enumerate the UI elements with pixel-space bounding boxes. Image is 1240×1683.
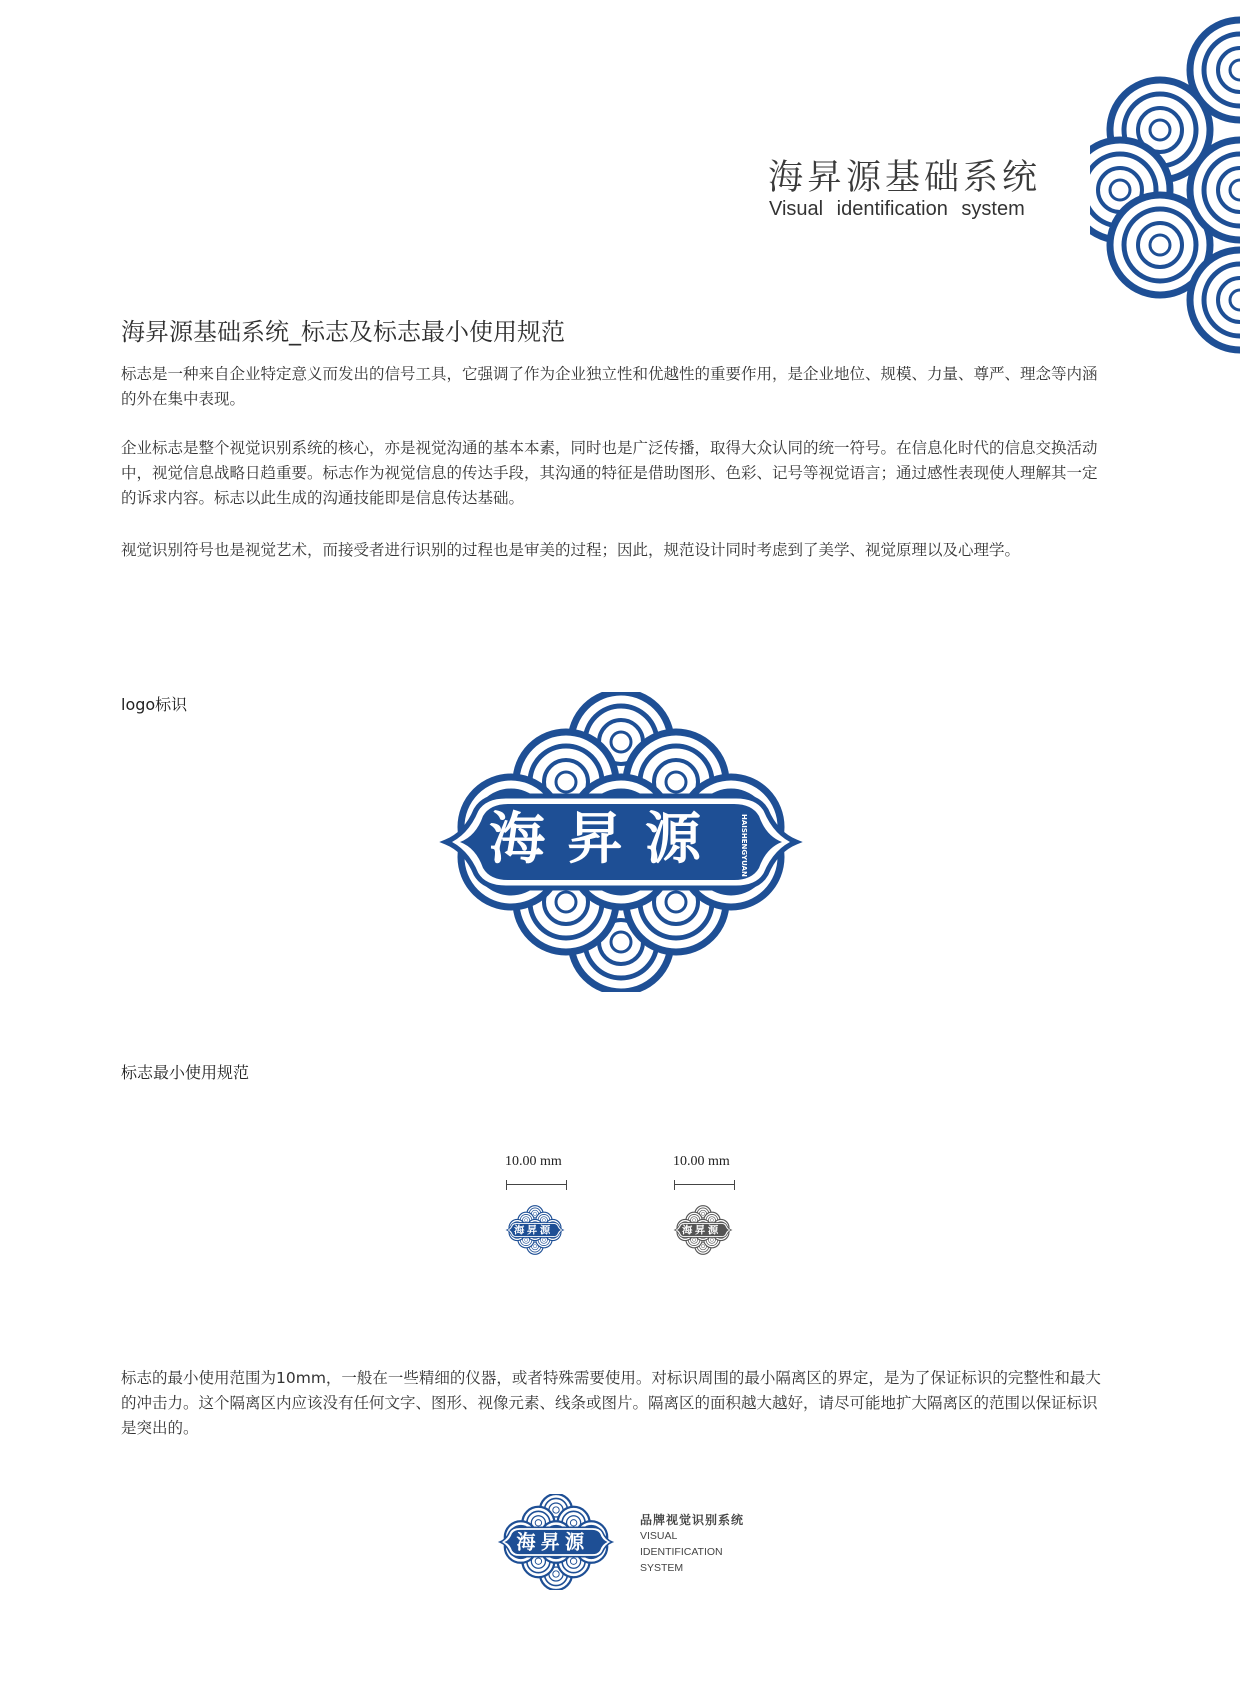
footer-logo — [496, 1494, 616, 1590]
header-title-en: Visual identification system — [769, 198, 1025, 220]
footer-tagline-cn: 品牌视觉识别系统 — [640, 1513, 745, 1527]
min-usage-label: 标志最小使用规范 — [121, 1063, 250, 1082]
corner-wave-decoration — [1090, 0, 1240, 385]
size-label-grayscale: 10.00 mm — [673, 1154, 730, 1169]
footer-tagline-en-2: IDENTIFICATION — [640, 1546, 723, 1558]
size-ruler-color — [506, 1180, 567, 1190]
footer-tagline-en-1: VISUAL — [640, 1530, 678, 1542]
logo-brand-name: 海昇源 — [489, 807, 723, 872]
size-ruler-grayscale — [674, 1180, 735, 1190]
header-title-cn: 海昇源基础系统 — [768, 158, 1042, 198]
min-logo-color — [505, 1205, 565, 1255]
svg-text:海昇源: 海昇源 — [513, 1224, 553, 1237]
page-title: 海昇源基础系统_标志及标志最小使用规范 — [121, 318, 565, 346]
intro-paragraph-2: 企业标志是整个视觉识别系统的核心，亦是视觉沟通的基本本素，同时也是广泛传播，取得大众认同的统一符号。在信息化时代的信息交换活动中，视觉信息战略日趋重要。标志作为视觉信息的传达手段，其沟通的特征是借助图形、色彩、记号等视觉语言；通过感性表现使人理解其一定的诉求内容。标志以此生成的沟通技能即是信息传达基础。 — [121, 439, 1098, 507]
svg-text:海昇源: 海昇源 — [516, 1530, 590, 1554]
logo-section-label: logo标识 — [121, 695, 188, 714]
logo-pinyin: HAISHENGYUAN — [740, 814, 748, 877]
footer-tagline — [640, 1511, 744, 1576]
intro-paragraph-3: 视觉识别符号也是视觉艺术，而接受者进行识别的过程也是审美的过程；因此，规范设计同时考虑到了美学、视觉原理以及心理学。 — [121, 541, 1021, 559]
min-logo-grayscale — [673, 1205, 733, 1255]
min-usage-description: 标志的最小使用范围为10mm，一般在一些精细的仪器，或者特殊需要使用。对标识周围的最小隔离区的界定，是为了保证标识的完整性和最大的冲击力。这个隔离区内应该没有任何文字、图形、视像元素、线条或图片。隔离区的面积越大越好，请尽可能地扩大隔离区的范围以保证标识是突出的。 — [121, 1369, 1101, 1437]
size-label-color: 10.00 mm — [505, 1154, 562, 1169]
brand-logo — [436, 692, 806, 992]
footer-tagline-en-3: SYSTEM — [640, 1562, 684, 1574]
intro-paragraph-1: 标志是一种来自企业特定意义而发出的信号工具，它强调了作为企业独立性和优越性的重要作用，是企业地位、规模、力量、尊严、理念等内涵的外在集中表现。 — [121, 365, 1098, 408]
svg-text:海昇源: 海昇源 — [681, 1224, 721, 1237]
